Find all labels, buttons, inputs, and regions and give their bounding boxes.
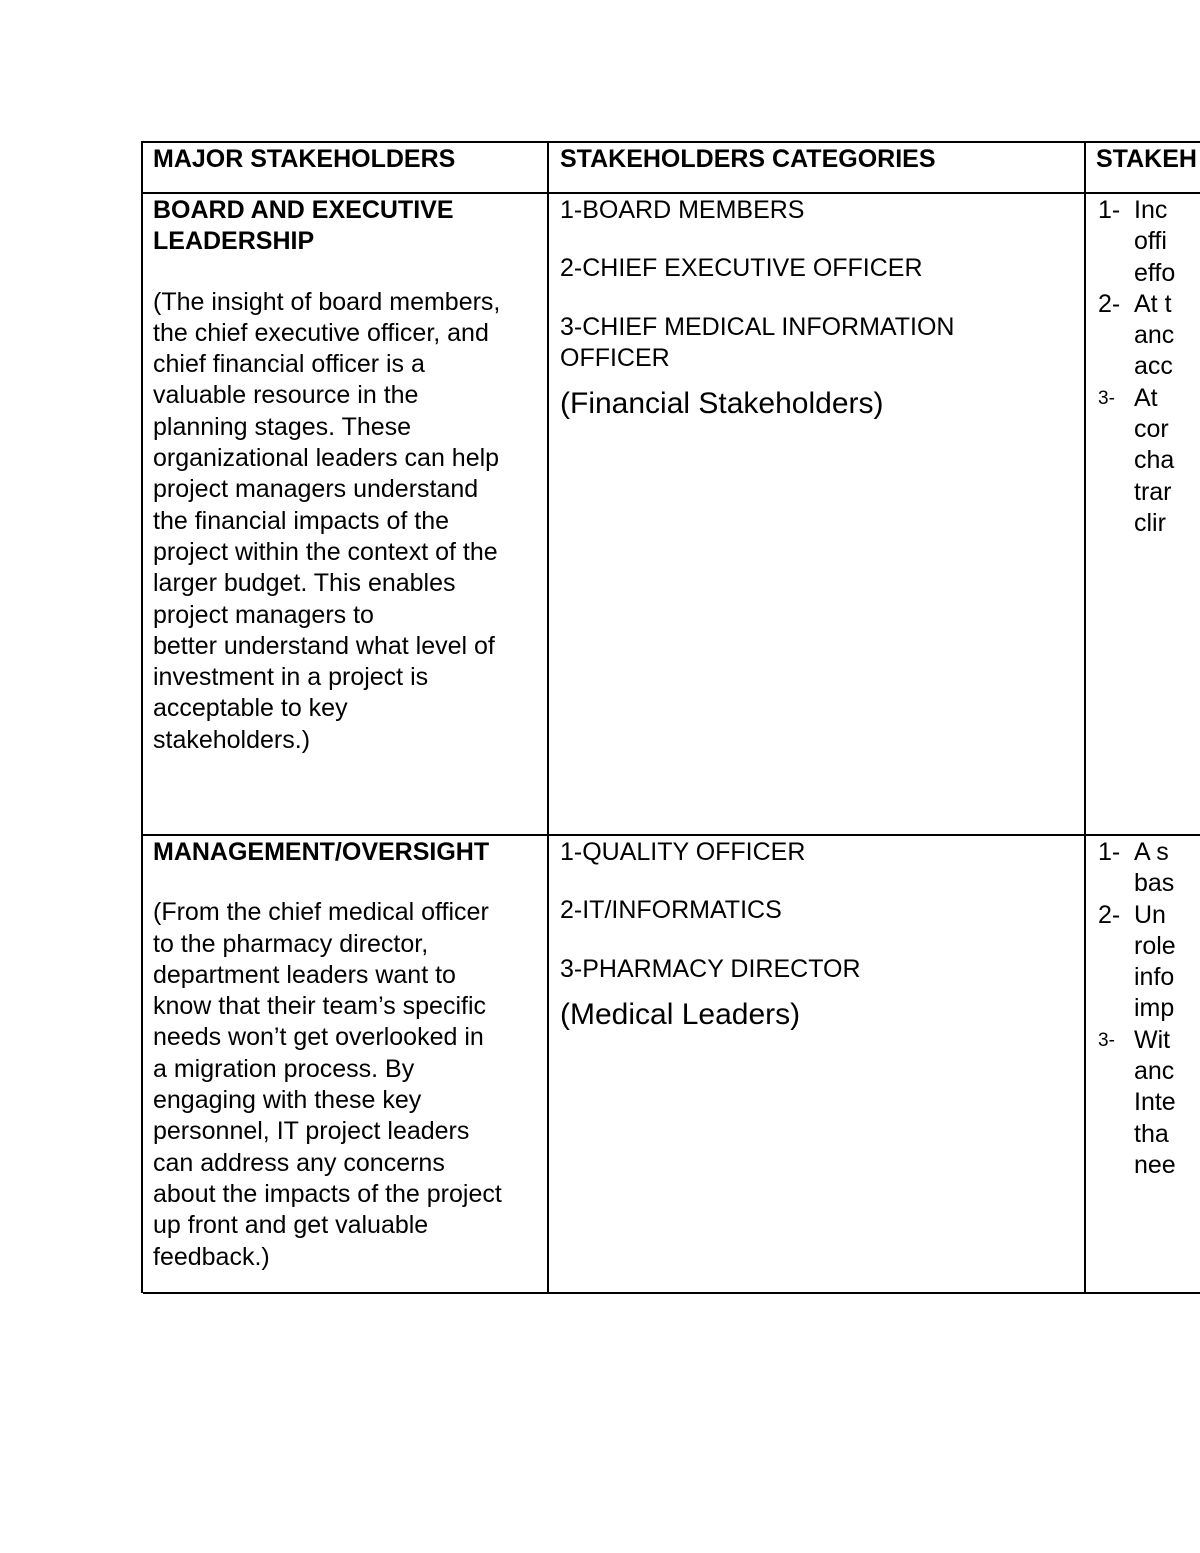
major-desc-line: needs won’t get overlooked in — [153, 1023, 484, 1052]
major-desc-line: organizational leaders can help — [153, 444, 500, 473]
note-line: role — [1134, 931, 1176, 960]
category-item: 3-CHIEF MEDICAL INFORMATION — [560, 312, 955, 341]
note-item — [1098, 383, 1200, 539]
header-major-stakeholders: MAJOR STAKEHOLDERS — [143, 143, 549, 194]
note-number: 3- — [1098, 387, 1115, 409]
note-number: 1- — [1098, 196, 1121, 224]
note-line: info — [1134, 963, 1175, 992]
note-line: At — [1134, 383, 1158, 412]
major-desc-line: department leaders want to — [153, 960, 456, 989]
note-item — [1098, 900, 1200, 1025]
category-group-label: (Medical Leaders) — [560, 997, 801, 1031]
note-line: cha — [1134, 446, 1175, 475]
categories-cell — [549, 194, 1086, 836]
major-stakeholder-cell — [143, 836, 549, 1294]
major-desc-line: up front and get valuable — [153, 1211, 429, 1240]
major-desc-line: feedback.) — [153, 1242, 270, 1271]
major-desc-line: valuable resource in the — [153, 381, 419, 410]
major-desc-line: the financial impacts of the — [153, 506, 449, 535]
stakeholders-table — [141, 141, 1200, 1293]
note-line: bas — [1134, 869, 1175, 898]
categories-cell — [549, 836, 1086, 1294]
category-item: OFFICER — [560, 343, 670, 372]
major-desc-line: personnel, IT project leaders — [153, 1117, 470, 1146]
major-desc-line: (The insight of board members, — [153, 287, 501, 316]
note-item — [1098, 289, 1200, 383]
major-title-line: BOARD AND EXECUTIVE — [153, 196, 454, 224]
major-desc-line: stakeholders.) — [153, 725, 311, 754]
note-line: cor — [1134, 415, 1169, 444]
category-group-label: (Financial Stakeholders) — [560, 387, 884, 421]
note-line: clir — [1134, 508, 1166, 537]
major-desc-line: about the impacts of the project — [153, 1179, 502, 1208]
note-line: imp — [1134, 994, 1175, 1023]
note-item — [1098, 195, 1200, 289]
notes-cell — [1086, 194, 1200, 836]
major-desc-line: project managers understand — [153, 475, 479, 504]
note-item — [1098, 1025, 1200, 1181]
major-desc-line: to the pharmacy director, — [153, 929, 429, 958]
category-item: 2-IT/INFORMATICS — [560, 896, 782, 925]
major-title-line: MANAGEMENT/OVERSIGHT — [153, 838, 490, 866]
major-title-line: LEADERSHIP — [153, 227, 315, 256]
major-desc-line: planning stages. These — [153, 412, 412, 441]
major-desc-line: know that their team’s specific — [153, 992, 487, 1021]
note-line: At t — [1134, 289, 1172, 318]
major-desc-line: a migration process. By — [153, 1054, 415, 1083]
category-item: 3-PHARMACY DIRECTOR — [560, 954, 861, 983]
note-line: Wit — [1134, 1025, 1171, 1054]
category-item: 1-QUALITY OFFICER — [560, 838, 806, 866]
major-desc-line: the chief executive officer, and — [153, 318, 489, 347]
note-number: 1- — [1098, 838, 1121, 866]
major-desc-line: can address any concerns — [153, 1148, 445, 1177]
notes-cell — [1086, 836, 1200, 1294]
note-line: Un — [1134, 900, 1166, 929]
major-desc-line: acceptable to key — [153, 694, 348, 723]
note-line: acc — [1134, 352, 1173, 381]
note-number: 2- — [1098, 289, 1121, 318]
major-desc-line: (From the chief medical officer — [153, 898, 489, 927]
note-line: anc — [1134, 321, 1175, 350]
header-stakeholders-truncated: STAKEH — [1086, 143, 1200, 194]
header-stakeholders-categories: STAKEHOLDERS CATEGORIES — [549, 143, 1086, 194]
major-desc-line: chief financial officer is a — [153, 350, 425, 379]
note-item — [1098, 837, 1200, 900]
major-desc-line: project within the context of the — [153, 537, 498, 566]
note-number: 2- — [1098, 900, 1121, 929]
major-desc-line: investment in a project is — [153, 663, 429, 692]
major-desc-line: project managers to — [153, 600, 374, 629]
major-desc-line: engaging with these key — [153, 1086, 422, 1115]
major-desc-line: larger budget. This enables — [153, 569, 456, 598]
major-stakeholder-cell — [143, 194, 549, 836]
note-line: offi — [1134, 227, 1167, 256]
category-item: 2-CHIEF EXECUTIVE OFFICER — [560, 254, 923, 283]
note-line: Inte — [1134, 1088, 1176, 1117]
major-desc-line: better understand what level of — [153, 631, 495, 660]
note-line: trar — [1134, 477, 1172, 506]
note-line: A s — [1134, 838, 1169, 866]
note-line: anc — [1134, 1057, 1175, 1086]
note-line: nee — [1134, 1150, 1176, 1179]
note-line: Inc — [1134, 196, 1168, 224]
note-number: 3- — [1098, 1029, 1115, 1051]
note-line: effo — [1134, 258, 1176, 287]
note-line: tha — [1134, 1119, 1169, 1148]
category-item: 1-BOARD MEMBERS — [560, 196, 805, 224]
